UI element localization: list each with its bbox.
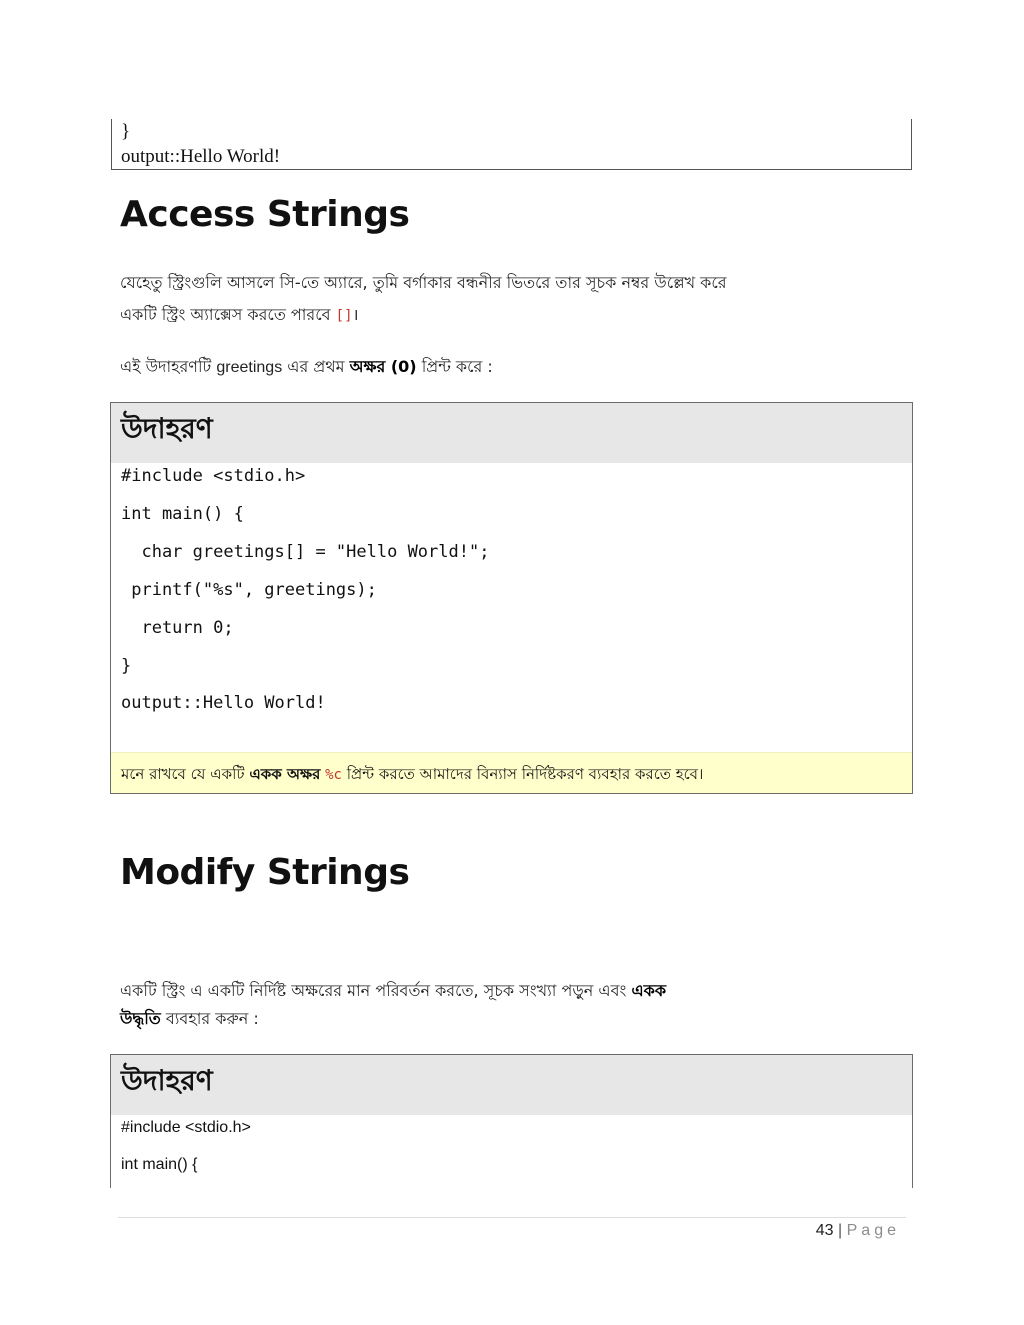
paragraph-text: একটি স্ট্রিং এ একটি নির্দিষ্ট অক্ষরের মান পরিবর্তন করতে, সূচক সংখ্যা পড়ুন এবং: [120, 981, 627, 1000]
code-line: output::Hello World!: [121, 146, 281, 167]
code-line: #include <stdio.h>: [121, 466, 306, 486]
code-line: printf("%s", greetings);: [121, 580, 377, 600]
paragraph-text: এর প্রথম: [287, 357, 345, 376]
inline-term: greetings: [216, 359, 283, 376]
example-title: উদাহরণ: [121, 412, 213, 445]
page-number-value: 43: [815, 1222, 834, 1239]
page-separator: |: [838, 1222, 843, 1239]
code-line: int main() {: [121, 504, 244, 524]
section-heading-access-strings: Access Strings: [120, 194, 410, 235]
inline-code: %c: [325, 767, 342, 783]
bold-term: অক্ষর (0): [349, 357, 417, 376]
code-line: #include <stdio.h>: [121, 1119, 251, 1136]
example-title: উদাহরণ: [121, 1064, 213, 1097]
example-header: [111, 403, 912, 463]
page-label: Page: [846, 1222, 900, 1239]
example-box: [110, 402, 913, 794]
paragraph-line: [120, 978, 666, 1005]
code-line: }: [121, 121, 131, 142]
paragraph-line: যেহেতু স্ট্রিংগুলি আসলে সি-তে অ্যারে, তুমি বর্গাকার বন্ধনীর ভিতরে তার সূচক নম্বর উল্লেখ করে: [120, 273, 727, 292]
paragraph-line: [120, 1006, 259, 1033]
paragraph-text: একটি স্ট্রিং অ্যাক্সেস করতে পারবে: [120, 305, 331, 324]
code-line: output::Hello World!: [121, 693, 326, 713]
code-line: char greetings[] = "Hello World!";: [121, 542, 490, 562]
note-text: [121, 763, 703, 788]
bold-term: উদ্ধৃতি: [120, 1009, 161, 1028]
note-part: প্রিন্ট করতে আমাদের বিন্যাস নির্দিষ্টকরণ ব্যবহার করতে হবে।: [346, 765, 704, 783]
code-line: int main() {: [121, 1156, 198, 1173]
paragraph-text: প্রিন্ট করে :: [421, 357, 493, 376]
paragraph-text: এই উদাহরণটি: [120, 357, 212, 376]
bold-term: একক অক্ষর: [249, 765, 321, 783]
paragraph-text: ব্যবহার করুন :: [165, 1009, 259, 1028]
code-block-continuation: [111, 119, 912, 170]
section-heading-modify-strings: Modify Strings: [120, 852, 410, 893]
note-box: [111, 752, 912, 793]
paragraph-line: [120, 354, 493, 381]
example-box: [110, 1054, 913, 1188]
bold-term: একক: [631, 981, 667, 1000]
code-line: return 0;: [121, 618, 234, 638]
code-line: }: [121, 656, 132, 676]
paragraph-line: [120, 302, 359, 329]
page-number: [816, 1222, 900, 1240]
footer-divider: [118, 1217, 906, 1218]
note-part: মনে রাখবে যে একটি: [121, 765, 245, 783]
inline-code: []: [335, 308, 353, 324]
example-header: [111, 1055, 912, 1115]
paragraph-text: ।: [352, 305, 359, 324]
